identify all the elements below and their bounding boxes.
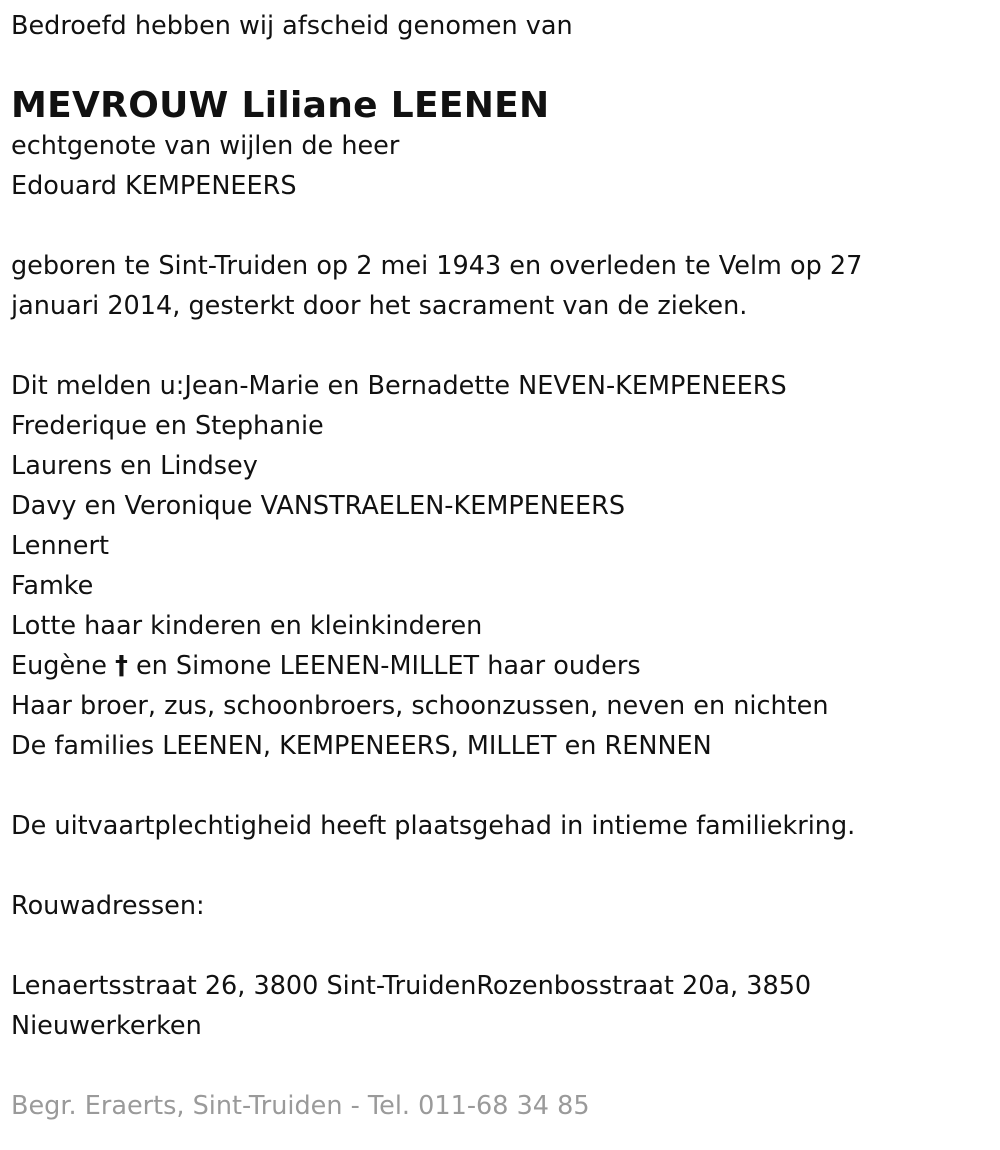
birth-death-text: geboren te Sint-Truiden op 2 mei 1943 en overleden te Velm op 27 januari 2014, gesterkt door het sacrament van de zieken.	[11, 251, 863, 321]
parents-line	[11, 646, 986, 686]
intro-text: Bedroefd hebben wij afscheid genomen van	[11, 11, 573, 41]
relatives-line: Haar broer, zus, schoonbroers, schoonzussen, neven en nichten	[11, 691, 829, 721]
announcer-line: Davy en Veronique VANSTRAELEN-KEMPENEERS	[11, 491, 626, 521]
spacer	[11, 766, 986, 806]
spacer	[11, 1046, 986, 1086]
spacer	[11, 926, 986, 966]
spacer	[11, 206, 986, 246]
addresses-text: Lenaertsstraat 26, 3800 Sint-TruidenRozenbosstraat 20a, 3850 Nieuwerkerken	[11, 971, 812, 1041]
parents-father: Eugène	[11, 651, 116, 681]
obituary-notice	[11, 0, 986, 1126]
spouse-line-2: Edouard KEMPENEERS	[11, 171, 297, 201]
announcer-line: Lennert	[11, 531, 109, 561]
ceremony-text: De uitvaartplechtigheid heeft plaatsgehad in intieme familiekring.	[11, 811, 856, 841]
deceased-name: MEVROUW Liliane LEENEN	[11, 85, 550, 126]
spacer	[11, 326, 986, 366]
announcer-line: Lotte haar kinderen en kleinkinderen	[11, 611, 483, 641]
funeral-home-footer: Begr. Eraerts, Sint-Truiden - Tel. 011-68 34 85	[11, 1091, 590, 1121]
relatives-line: De families LEENEN, KEMPENEERS, MILLET en RENNEN	[11, 731, 712, 761]
announcer-line: Famke	[11, 571, 94, 601]
announcer-line: Frederique en Stephanie	[11, 411, 324, 441]
spouse-line-1: echtgenote van wijlen de heer	[11, 131, 400, 161]
cross-icon: †	[115, 651, 128, 681]
parents-mother: en Simone LEENEN-MILLET haar ouders	[127, 651, 641, 681]
addresses-label: Rouwadressen:	[11, 891, 205, 921]
announcer-line: Laurens en Lindsey	[11, 451, 258, 481]
spacer	[11, 846, 986, 886]
announcer-line: Dit melden u:Jean-Marie en Bernadette NEVEN-KEMPENEERS	[11, 371, 787, 401]
